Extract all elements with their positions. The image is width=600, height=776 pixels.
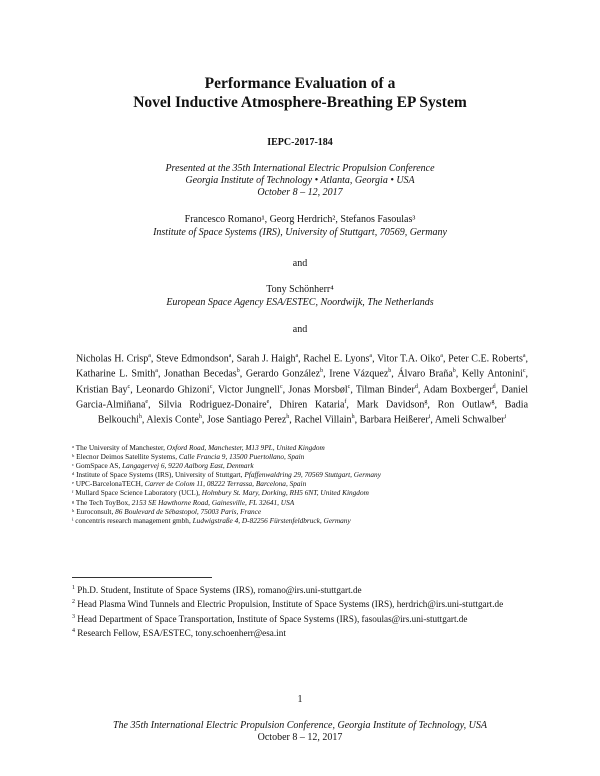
footnote — [72, 611, 528, 625]
author-separator: , — [525, 368, 529, 380]
footer-line-2: October 8 – 12, 2017 — [257, 732, 343, 743]
affiliation-name: UPC-BarcelonaTECH, — [75, 479, 145, 489]
author-affiliation-marker: a — [228, 353, 232, 359]
affiliation-name: Institute of Space Systems (IRS), University of Stuttgart, — [76, 470, 245, 480]
author-affiliation-marker: c — [209, 383, 213, 390]
author-separator: , — [298, 353, 304, 365]
affiliation-list — [72, 443, 542, 525]
author-name: Adam Boxberger — [422, 383, 493, 395]
author-affiliation-marker: a — [148, 353, 151, 359]
author-separator: , — [442, 353, 449, 365]
author-name: Kelly Antonini — [461, 368, 523, 380]
author-affiliation-1: Institute of Space Systems (IRS), University of Stuttgart, 70569, Germany — [153, 226, 447, 238]
author-name: Dhiren Kataria — [279, 399, 345, 411]
affiliation-key: ᶠ — [72, 488, 74, 498]
author-separator: , — [201, 414, 207, 426]
author-separator: , — [372, 353, 378, 365]
affiliation-row — [72, 488, 542, 497]
and-separator-1: and — [292, 258, 308, 269]
author-name: Sarah J. Haigh — [236, 353, 296, 365]
author-affiliation-marker: h — [138, 414, 142, 421]
author-separator: , — [239, 368, 246, 380]
affiliation-address: 86 Boulevard de Sébastopol, 75003 Paris, France — [115, 506, 262, 516]
author-separator: , — [350, 383, 356, 395]
author-affiliation-marker: i — [504, 414, 507, 421]
author-name: Ron Outlaw — [437, 399, 492, 411]
footnote-text: Head Department of Space Transportation, Institute of Space Systems (IRS), fasoulas@irs.uni-stuttgart.de — [77, 613, 468, 624]
author-separator: , — [130, 383, 136, 395]
conference-info — [60, 163, 540, 199]
author-affiliation-marker: g — [491, 398, 495, 405]
conference-line-2: Georgia Institute of Technology • Atlanta, Georgia • USA — [185, 175, 415, 186]
author-name: Silvia Rodriguez-Donaire — [158, 399, 267, 411]
affiliation-address: Ludwigstraße 4, D-82256 Fürstenfeldbruck, Germany — [192, 515, 351, 525]
and-separator-2: and — [292, 324, 308, 335]
author-name: Steve Edmondson — [156, 353, 229, 365]
author-name: Rachel Villain — [294, 414, 352, 426]
title-line-1: Performance Evaluation of a — [204, 75, 396, 92]
footnote-number: 1 — [72, 585, 75, 591]
author-separator: , — [494, 399, 505, 411]
affiliation-row — [72, 461, 542, 470]
author-name: Gerardo González — [245, 368, 321, 380]
paper-title — [60, 74, 540, 112]
author-separator: , — [323, 368, 330, 380]
author-name: Peter C.E. Roberts — [448, 353, 523, 365]
author-affiliation-marker: d — [414, 383, 418, 390]
author-affiliation-marker: b — [236, 368, 240, 375]
author-affiliation-marker: a — [440, 353, 443, 359]
affiliation-name: The University of Manchester, — [75, 443, 167, 452]
author-name: Ameli Schwalber — [434, 414, 505, 426]
footnote-text: Research Fellow, ESA/ESTEC, tony.schoenherr@esa.int — [77, 628, 286, 639]
affiliation-row — [72, 498, 542, 507]
affiliation-row — [72, 507, 542, 516]
author-affiliation-marker: e — [266, 398, 270, 405]
author-separator: , — [269, 399, 280, 411]
author-separator: , — [495, 383, 502, 395]
author-name: Badia Belkouchi — [97, 399, 529, 426]
author-affiliation-marker: f — [344, 398, 347, 405]
affiliation-row — [72, 470, 542, 479]
affiliation-address: Langagervej 6, 9220 Aalborg East, Denmark — [122, 461, 254, 471]
footnote — [72, 596, 528, 610]
author-separator: , — [212, 383, 218, 395]
author-separator: , — [417, 383, 423, 395]
author-affiliation-marker: a — [295, 353, 299, 359]
author-names-2: Tony Schönherr⁴ — [266, 284, 334, 295]
affiliation-key: ⁱ — [72, 515, 74, 525]
author-name: Vitor T.A. Oiko — [377, 353, 441, 365]
footer-line-1: The 35th International Electric Propulsion Conference, Georgia Institute of Technology, USA — [112, 720, 488, 731]
author-name: Katharine L. Smith — [76, 368, 156, 380]
affiliation-name: Mullard Space Science Laboratory (UCL), — [75, 488, 202, 498]
author-name: Jonas Morsbøl — [288, 383, 348, 395]
author-name: Kristian Bay — [76, 383, 128, 395]
author-affiliation-marker: h — [198, 414, 202, 421]
author-separator: , — [282, 383, 289, 395]
author-name: Álvaro Braña — [397, 368, 453, 380]
footnotes — [72, 582, 528, 639]
affiliation-address: Pfaffenwaldring 29, 70569 Stuttgart, Germany — [244, 470, 381, 480]
author-affiliation-marker: b — [452, 368, 456, 375]
author-separator: , — [141, 414, 147, 426]
affiliation-name: GomSpace AS, — [75, 461, 123, 471]
affiliation-name: Elecnor Deimos Satellite Systems, — [76, 452, 179, 462]
affiliation-name: Euroconsult, — [76, 506, 116, 516]
author-separator: , — [346, 399, 357, 411]
author-name: Barbara Heißerer — [359, 414, 429, 426]
author-name: Rachel E. Lyons — [303, 353, 370, 365]
author-separator: , — [455, 368, 462, 380]
affiliation-key: ʰ — [72, 506, 75, 516]
author-affiliation-marker: h — [286, 414, 290, 421]
author-separator: , — [354, 414, 360, 426]
affiliation-name: concentris research management gmbh, — [75, 515, 193, 525]
author-name: Irene Vázquez — [329, 368, 389, 380]
author-name: Jose Santiago Perez — [206, 414, 287, 426]
author-affiliation-marker: c — [127, 383, 131, 390]
affiliation-key: ᶜ — [72, 461, 74, 471]
footnote-number: 2 — [72, 599, 75, 606]
footnote-number: 4 — [72, 628, 75, 635]
report-number: IEPC-2017-184 — [267, 137, 333, 148]
author-separator: , — [150, 353, 157, 365]
author-block-2 — [60, 284, 540, 309]
author-affiliation-marker: g — [424, 398, 428, 405]
author-separator: , — [430, 414, 435, 426]
author-name: Victor Jungnell — [217, 383, 280, 395]
affiliation-key: ᵈ — [72, 470, 75, 480]
author-names-1: Francesco Romano¹, Georg Herdrich², Stefanos Fasoulas³ — [184, 214, 416, 225]
footnote — [72, 582, 528, 596]
author-affiliation-marker: b — [388, 368, 392, 375]
author-affiliation-marker: a — [369, 353, 373, 359]
footnote-rule — [72, 577, 212, 578]
author-affiliation-marker: h — [351, 414, 355, 421]
affiliation-key: ᵉ — [72, 479, 74, 489]
author-affiliation-marker: d — [492, 383, 496, 390]
affiliation-address: Calle Francia 9, 13500 Puertollano, Spain — [178, 452, 305, 462]
author-affiliation-marker: a — [155, 368, 158, 375]
affiliation-name: The Tech ToyBox, — [75, 497, 132, 507]
author-affiliation-2: European Space Agency ESA/ESTEC, Noordwijk, The Netherlands — [166, 296, 434, 308]
affiliation-row — [72, 516, 542, 525]
affiliation-key: ᵍ — [72, 497, 75, 507]
author-separator: , — [427, 399, 438, 411]
author-separator: , — [289, 414, 295, 426]
author-block-1 — [60, 214, 540, 239]
author-separator: , — [157, 368, 165, 380]
author-affiliation-marker: i — [428, 414, 431, 421]
author-name: Jonathan Becedas — [164, 368, 237, 380]
author-name: Alexis Conte — [146, 414, 199, 426]
author-name: Tilman Binder — [355, 383, 415, 395]
author-affiliation-marker: c — [279, 383, 283, 390]
conference-line-1: Presented at the 35th International Electric Propulsion Conference — [165, 163, 435, 174]
footnote-text: Ph.D. Student, Institute of Space Systems (IRS), romano@irs.uni-stuttgart.de — [77, 585, 362, 596]
footnote-number: 3 — [72, 613, 75, 620]
affiliation-row — [72, 443, 542, 452]
conference-line-3: October 8 – 12, 2017 — [257, 187, 343, 198]
affiliation-address: Carrer de Colom 11, 08222 Terrassa, Barcelona, Spain — [144, 479, 307, 489]
affiliation-address: Oxford Road, Manchester, M13 9PL, United Kingdom — [166, 443, 325, 452]
author-affiliation-marker: e — [145, 398, 149, 405]
authors-group — [76, 350, 528, 427]
footnote-text: Head Plasma Wind Tunnels and Electric Propulsion, Institute of Space Systems (IRS), herdrich@irs.uni-stuttgart.de — [77, 599, 504, 610]
page-number: 1 — [297, 694, 303, 705]
affiliation-row — [72, 452, 542, 461]
author-name: Nicholas H. Crisp — [76, 353, 149, 365]
author-separator: , — [391, 368, 398, 380]
author-name: Daniel Garcia-Almiñana — [76, 383, 529, 411]
author-name: Leonardo Ghizoni — [135, 383, 210, 395]
affiliation-address: Holmbury St. Mary, Dorking, RH5 6NT, United Kingdom — [201, 488, 369, 498]
title-line-2: Novel Inductive Atmosphere-Breathing EP System — [133, 94, 467, 111]
affiliation-key: ᵇ — [72, 452, 75, 462]
affiliation-row — [72, 479, 542, 488]
author-name: Mark Davidson — [356, 399, 425, 411]
author-affiliation-marker: c — [522, 368, 526, 375]
author-separator: , — [525, 353, 529, 365]
footnote — [72, 625, 528, 639]
author-affiliation-marker: c — [347, 383, 351, 390]
affiliation-key: ᵃ — [72, 443, 74, 452]
affiliation-address: 2153 SE Hawthorne Road, Gainesville, FL 32641, USA — [131, 497, 295, 507]
author-affiliation-marker: b — [320, 368, 324, 375]
author-affiliation-marker: a — [522, 353, 526, 359]
page-footer — [60, 720, 540, 744]
author-separator: , — [148, 399, 159, 411]
author-separator: , — [231, 353, 237, 365]
